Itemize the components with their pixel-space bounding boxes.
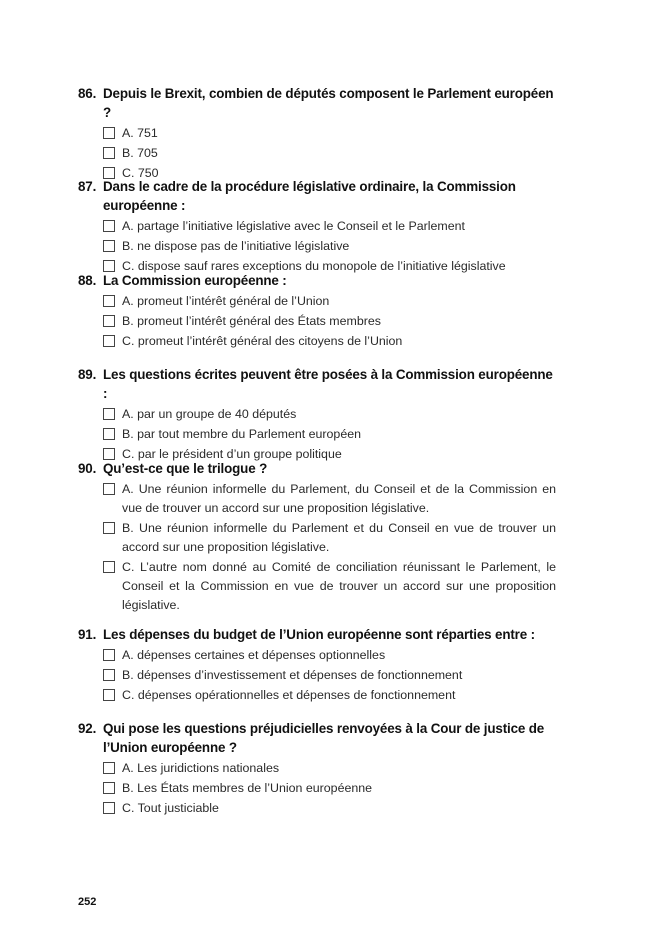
answer-option[interactable] [103,217,556,236]
option-label: B. promeut l’intérêt général des États membres [122,314,381,328]
checkbox-icon[interactable] [103,428,115,440]
answer-option[interactable] [103,425,556,444]
question-text: La Commission européenne : [103,273,287,288]
question-88 [78,271,556,352]
option-label: A. par un groupe de 40 députés [122,407,297,421]
checkbox-icon[interactable] [103,782,115,794]
answer-option[interactable] [103,759,556,778]
answer-option[interactable] [103,332,556,351]
question-number: 91. [78,627,97,642]
checkbox-icon[interactable] [103,295,115,307]
question-text: Les dépenses du budget de l’Union européenne sont réparties entre : [103,627,535,642]
option-label: C. L’autre nom donné au Comité de conciliation réunissant le Parlement, le Conseil et la Commission en vue de trouver un accord sur une proposition législative. [122,560,556,612]
question-89 [78,365,556,465]
checkbox-icon[interactable] [103,220,115,232]
answer-option[interactable] [103,558,556,615]
question-92 [78,719,556,819]
checkbox-icon[interactable] [103,522,115,534]
question-text: Qu’est-ce que le trilogue ? [103,461,268,476]
checkbox-icon[interactable] [103,802,115,814]
option-label: A. Les juridictions nationales [122,761,280,775]
checkbox-icon[interactable] [103,483,115,495]
option-label: B. ne dispose pas de l’initiative législative [122,239,350,253]
answer-option[interactable] [103,405,556,424]
option-label: A. dépenses certaines et dépenses optionnelles [122,648,386,662]
option-label: A. promeut l’intérêt général de l’Union [122,294,330,308]
option-label: C. Tout justiciable [122,801,219,815]
question-number: 86. [78,86,97,101]
checkbox-icon[interactable] [103,335,115,347]
question-number: 87. [78,179,97,194]
question-86 [78,84,556,184]
checkbox-icon[interactable] [103,408,115,420]
option-label: A. 751 [122,126,158,140]
option-label: B. Une réunion informelle du Parlement et du Conseil en vue de trouver un accord sur une proposition législative. [122,521,556,554]
question-91 [78,625,556,706]
question-90 [78,459,556,616]
answer-option[interactable] [103,292,556,311]
option-label: C. par le président d’un groupe politique [122,447,342,461]
checkbox-icon[interactable] [103,689,115,701]
page-number: 252 [78,896,97,908]
question-number: 92. [78,721,97,736]
question-87 [78,177,556,277]
question-number: 90. [78,461,97,476]
option-label: B. 705 [122,146,158,160]
answer-option[interactable] [103,144,556,163]
answer-option[interactable] [103,237,556,256]
option-label: C. promeut l’intérêt général des citoyens de l’Union [122,334,403,348]
option-label: C. 750 [122,166,159,180]
option-label: B. dépenses d’investissement et dépenses de fonctionnement [122,668,463,682]
answer-option[interactable] [103,666,556,685]
checkbox-icon[interactable] [103,561,115,573]
answer-option[interactable] [103,799,556,818]
checkbox-icon[interactable] [103,147,115,159]
answer-option[interactable] [103,779,556,798]
checkbox-icon[interactable] [103,762,115,774]
option-label: B. Les États membres de l’Union européenne [122,781,373,795]
question-text: Qui pose les questions préjudicielles renvoyées à la Cour de justice de l’Union européenne ? [103,721,545,755]
option-label: C. dépenses opérationnelles et dépenses de fonctionnement [122,688,456,702]
answer-option[interactable] [103,480,556,518]
answer-option[interactable] [103,686,556,705]
question-text: Dans le cadre de la procédure législative ordinaire, la Commission européenne : [103,179,516,213]
checkbox-icon[interactable] [103,669,115,681]
checkbox-icon[interactable] [103,315,115,327]
option-label: A. Une réunion informelle du Parlement, du Conseil et de la Commission en vue de trouver un accord sur une proposition législative. [122,482,556,515]
checkbox-icon[interactable] [103,649,115,661]
checkbox-icon[interactable] [103,240,115,252]
answer-option[interactable] [103,124,556,143]
checkbox-icon[interactable] [103,127,115,139]
answer-option[interactable] [103,646,556,665]
option-label: B. par tout membre du Parlement européen [122,427,361,441]
question-text: Les questions écrites peuvent être posées à la Commission européenne : [103,367,553,401]
option-label: A. partage l’initiative législative avec le Conseil et le Parlement [122,219,465,233]
answer-option[interactable] [103,519,556,557]
question-number: 89. [78,367,97,382]
question-text: Depuis le Brexit, combien de députés composent le Parlement européen ? [103,86,554,120]
answer-option[interactable] [103,312,556,331]
option-label: C. dispose sauf rares exceptions du monopole de l’initiative législative [122,259,506,273]
question-number: 88. [78,273,97,288]
